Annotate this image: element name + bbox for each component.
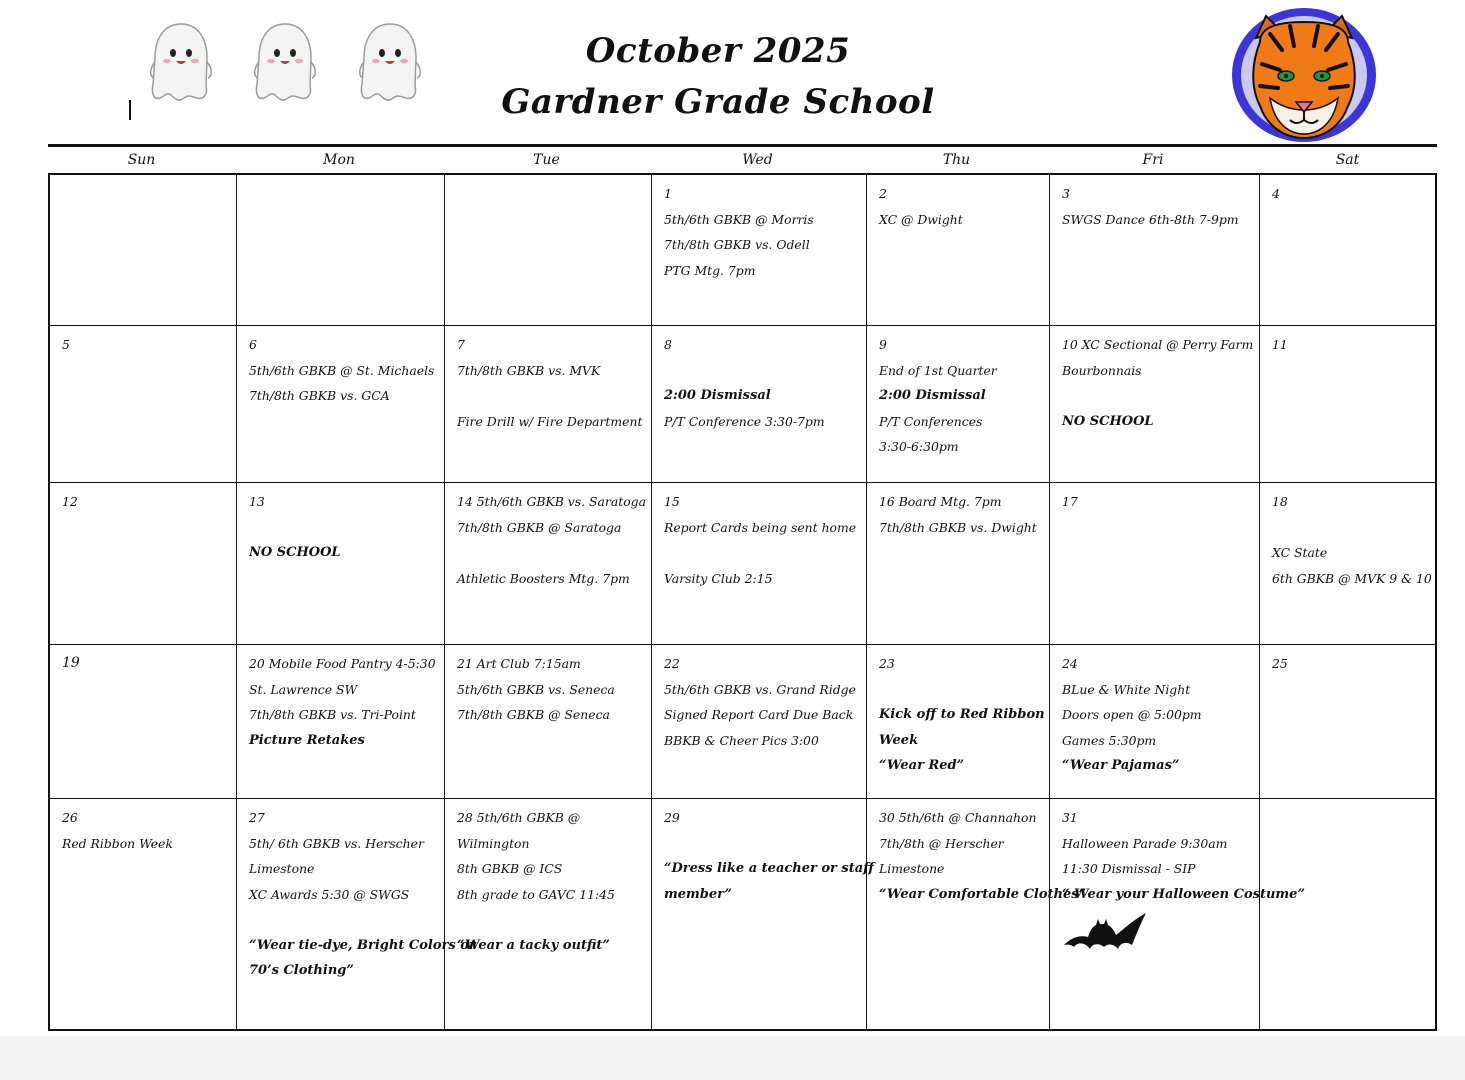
day-cell xyxy=(1050,326,1260,483)
event-line: 5th/ 6th GBKB vs. Herscher xyxy=(249,835,424,851)
day-number-line: 14 5th/6th GBKB vs. Saratoga xyxy=(457,494,646,509)
day-cell xyxy=(652,326,867,483)
day-cell xyxy=(867,483,1050,645)
event-line: 8th GBKB @ ICS xyxy=(457,861,563,876)
day-number-line: 22 xyxy=(664,656,680,671)
month-title: October 2025 xyxy=(585,31,851,71)
weekday-label: Tue xyxy=(533,152,560,168)
event-line: Red Ribbon Week xyxy=(62,835,173,851)
day-cell xyxy=(652,645,867,799)
event-line: “Dress like a teacher or staff xyxy=(664,861,874,876)
day-number-line: 7 xyxy=(457,337,465,352)
day-cell xyxy=(1050,799,1305,1029)
day-cell xyxy=(1260,799,1435,1029)
day-cell xyxy=(652,483,867,645)
day-cell xyxy=(445,645,652,799)
day-number-line: 10 XC Sectional @ Perry Farm xyxy=(1062,337,1254,352)
day-number-line: 12 xyxy=(62,494,78,509)
event-line xyxy=(1272,515,1427,541)
day-cell xyxy=(1050,645,1260,799)
day-number-line: 13 xyxy=(249,494,265,509)
day-cell xyxy=(1260,326,1435,483)
day-cell xyxy=(1050,175,1260,326)
event-line: XC State xyxy=(1272,545,1328,560)
day-number-line: 5 xyxy=(62,337,70,352)
day-cell xyxy=(652,175,867,326)
event-line: XC Awards 5:30 @ SWGS xyxy=(249,886,410,902)
event-line: 11:30 Dismissal - SIP xyxy=(1062,861,1196,876)
day-cell xyxy=(237,799,476,1029)
event-line: NO SCHOOL xyxy=(1062,413,1154,429)
event-line: Halloween Parade 9:30am xyxy=(1062,835,1228,851)
day-number-line: 20 Mobile Food Pantry 4-5:30 xyxy=(249,656,436,671)
event-line: BBKB & Cheer Pics 3:00 xyxy=(664,732,819,748)
day-number-line: 2 xyxy=(879,186,887,201)
event-line: 5th/6th GBKB vs. Seneca xyxy=(457,681,615,697)
day-number-line: 25 xyxy=(1272,656,1288,671)
day-cell xyxy=(867,645,1050,799)
event-line: Limestone xyxy=(879,861,945,876)
day-number-line: 1 xyxy=(664,186,672,201)
event-line: End of 1st Quarter xyxy=(879,362,997,378)
header xyxy=(0,26,1436,128)
day-number-line: 31 xyxy=(1062,810,1078,825)
event-line: “Wear Pajamas” xyxy=(1062,758,1180,773)
event-line: 5th/6th GBKB @ St. Michaels xyxy=(249,362,435,378)
day-number-line: 15 xyxy=(664,494,680,509)
event-line: St. Lawrence SW xyxy=(249,681,358,697)
event-line: P/T Conferences xyxy=(879,413,983,429)
day-cell xyxy=(237,326,445,483)
day-cell xyxy=(1050,483,1260,645)
event-line xyxy=(664,358,858,384)
event-line: “Wear Red” xyxy=(879,758,965,773)
day-number-line: 19 xyxy=(62,655,80,671)
event-line: 7th/8th GBKB @ Saratoga xyxy=(457,519,622,535)
event-line: PTG Mtg. 7pm xyxy=(664,262,756,278)
event-line xyxy=(457,907,643,933)
day-number-line: 21 Art Club 7:15am xyxy=(457,656,581,671)
day-cell xyxy=(50,799,237,1029)
tiger-mascot-icon xyxy=(1230,6,1378,144)
event-line: Bourbonnais xyxy=(1062,362,1142,378)
event-line: XC @ Dwight xyxy=(879,211,963,227)
school-name: Gardner Grade School xyxy=(501,82,935,122)
event-line: Games 5:30pm xyxy=(1062,732,1157,748)
event-line: 2:00 Dismissal xyxy=(664,388,771,403)
event-line: Week xyxy=(879,732,919,748)
event-line: 70’s Clothing” xyxy=(249,963,354,978)
event-line: NO SCHOOL xyxy=(249,545,341,560)
weekday-label: Thu xyxy=(942,152,971,168)
weekday-label: Sun xyxy=(127,152,156,168)
day-cell xyxy=(50,326,237,483)
event-line: 8th grade to GAVC 11:45 xyxy=(457,886,615,902)
day-number-line: 17 xyxy=(1062,494,1078,509)
day-cell xyxy=(237,645,445,799)
event-line: Kick off to Red Ribbon xyxy=(879,707,1045,722)
event-line: “Wear tie-dye, Bright Colors or xyxy=(249,937,476,953)
event-line xyxy=(664,540,858,566)
day-number-line: 3 xyxy=(1062,186,1070,201)
day-number-line: 30 5th/6th @ Channahon xyxy=(879,810,1037,825)
event-line xyxy=(249,515,436,541)
day-number-line: 26 xyxy=(62,810,78,825)
event-line xyxy=(249,907,436,933)
event-line: 7th/8th GBKB @ Seneca xyxy=(457,707,610,722)
day-number-line: 18 xyxy=(1272,494,1288,509)
event-line: 7th/8th @ Herscher xyxy=(879,835,1004,851)
event-line: Athletic Boosters Mtg. 7pm xyxy=(457,570,630,586)
bottom-strip xyxy=(0,1036,1465,1080)
event-line: 7th/8th GBKB vs. Odell xyxy=(664,237,810,252)
day-cell xyxy=(50,483,237,645)
event-line xyxy=(879,677,1041,703)
event-line: “ Wear your Halloween Costume” xyxy=(1062,886,1305,902)
day-cell xyxy=(1260,175,1435,326)
day-cell xyxy=(652,799,874,1029)
header-rule xyxy=(48,144,1437,147)
event-line: 6th GBKB @ MVK 9 & 10 xyxy=(1272,570,1432,586)
event-line: Limestone xyxy=(249,861,315,876)
day-cell xyxy=(867,326,1050,483)
day-cell xyxy=(1260,483,1435,645)
event-line: P/T Conference 3:30-7pm xyxy=(664,413,825,429)
event-line: 5th/6th GBKB @ Morris xyxy=(664,211,814,227)
day-cell xyxy=(445,175,652,326)
event-line: 2:00 Dismissal xyxy=(879,388,986,403)
day-cell xyxy=(1260,645,1435,799)
day-cell xyxy=(445,483,652,645)
day-number-line: 28 5th/6th GBKB @ xyxy=(457,810,581,825)
event-line: Doors open @ 5:00pm xyxy=(1062,707,1202,722)
day-cell xyxy=(445,799,652,1029)
calendar-grid xyxy=(48,173,1437,1031)
event-line xyxy=(664,831,858,857)
event-line: 7th/8th GBKB vs. Tri-Point xyxy=(249,707,416,722)
day-cell xyxy=(237,175,445,326)
event-line: 7th/8th GBKB vs. GCA xyxy=(249,388,390,403)
day-number-line: 24 xyxy=(1062,656,1078,671)
day-number-line: 8 xyxy=(664,337,672,352)
weekday-label: Mon xyxy=(323,152,355,168)
event-line: member” xyxy=(664,886,732,902)
event-line: SWGS Dance 6th-8th 7-9pm xyxy=(1062,211,1239,227)
day-number-line: 16 Board Mtg. 7pm xyxy=(879,494,1002,509)
day-cell xyxy=(237,483,445,645)
event-line: 7th/8th GBKB vs. Dwight xyxy=(879,519,1037,535)
day-number-line: 6 xyxy=(249,337,257,352)
event-line: Picture Retakes xyxy=(249,732,365,748)
event-line: Report Cards being sent home xyxy=(664,519,857,535)
event-line: “Wear a tacky outfit” xyxy=(457,937,610,953)
event-line xyxy=(457,540,643,566)
weekday-label: Fri xyxy=(1142,152,1164,168)
day-cell xyxy=(445,326,652,483)
weekday-label: Wed xyxy=(742,152,773,168)
day-cell xyxy=(50,645,237,799)
day-number-line: 11 xyxy=(1272,337,1288,352)
day-number-line: 27 xyxy=(249,810,265,825)
weekday-label: Sat xyxy=(1335,152,1360,168)
day-cell xyxy=(50,175,237,326)
event-line xyxy=(1062,383,1251,409)
event-line: 7th/8th GBKB vs. MVK xyxy=(457,362,601,378)
event-line: “Wear Comfortable Clothes” xyxy=(879,886,1087,902)
event-line: Signed Report Card Due Back xyxy=(664,707,854,722)
bat-icon xyxy=(1062,911,1148,955)
day-number-line: 23 xyxy=(879,656,895,671)
day-cell xyxy=(867,175,1050,326)
event-line: Wilmington xyxy=(457,835,530,851)
day-number-line: 29 xyxy=(664,810,680,825)
day-number-line: 9 xyxy=(879,337,887,352)
event-line: Fire Drill w/ Fire Department xyxy=(457,413,643,429)
event-line: BLue & White Night xyxy=(1062,681,1191,697)
event-line: Varsity Club 2:15 xyxy=(664,570,773,586)
event-line: 3:30-6:30pm xyxy=(879,439,959,454)
day-number-line: 4 xyxy=(1272,186,1280,201)
event-line: 5th/6th GBKB vs. Grand Ridge xyxy=(664,681,856,697)
event-line xyxy=(457,383,643,409)
